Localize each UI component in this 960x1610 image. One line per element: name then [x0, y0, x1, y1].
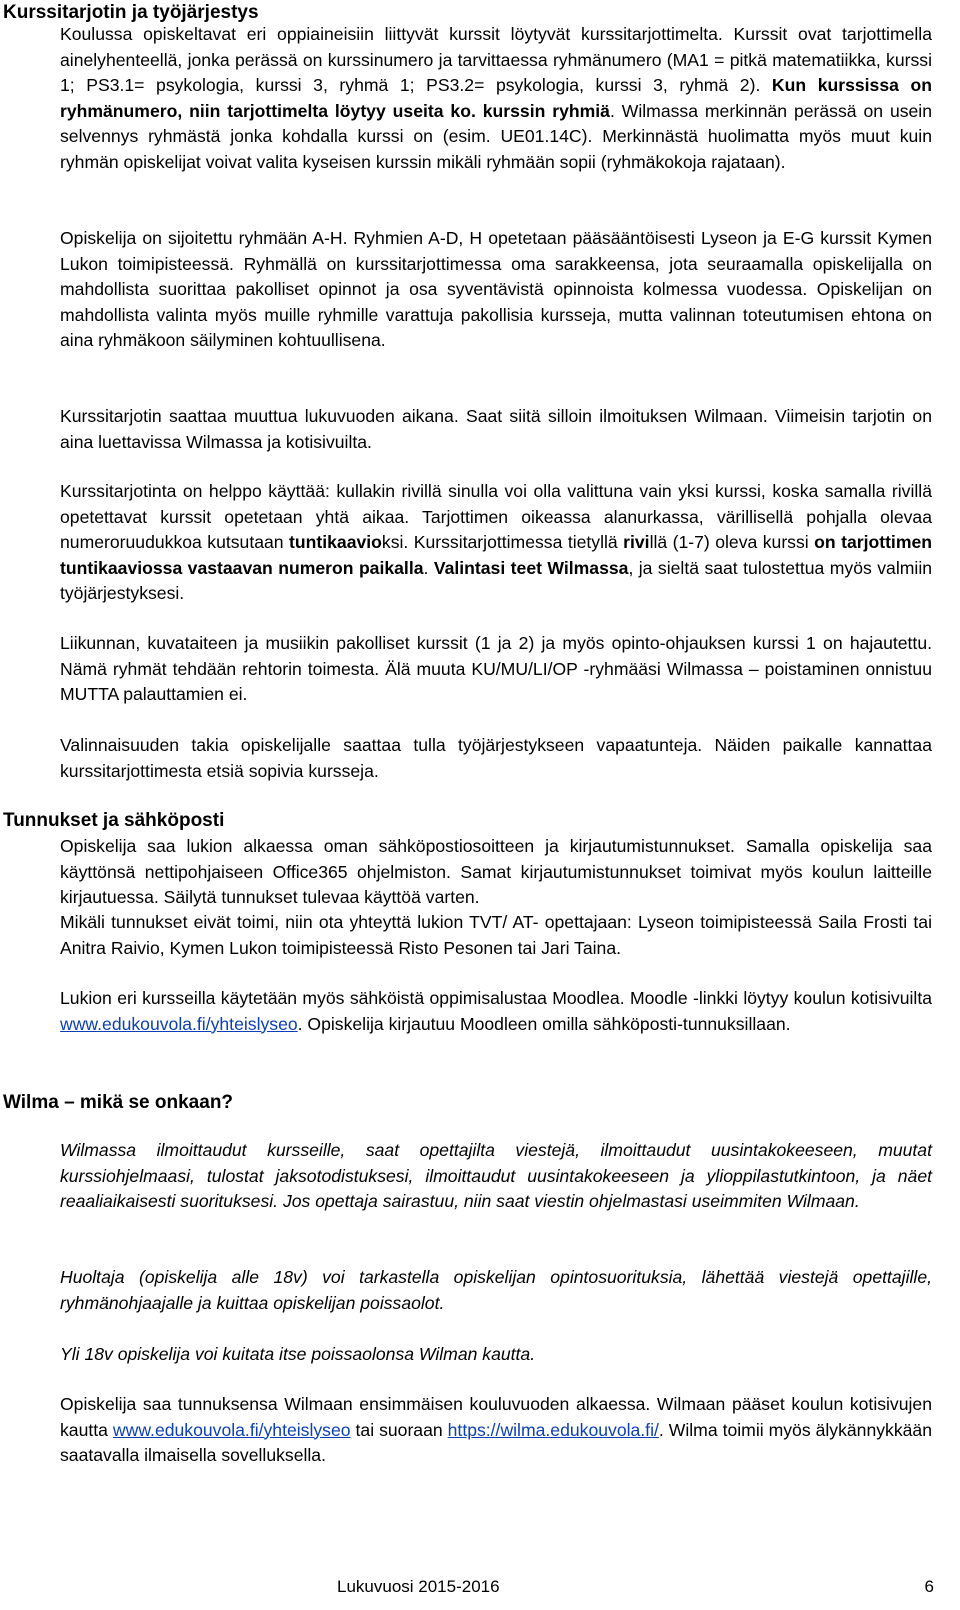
- text-run: . Wilmassa merkinnän perässä on usein selvennys ryhmästä jonka kohdalla kurssi on (esim. UE01.14C). Merkinnästä huolimatta myös muut kuin ryhmän opiskelijat voivat valita kyseisen kurssin mikäli ryhmään sopii (ryhmäkokoja rajataan).: [60, 100, 933, 172]
- text-run: Huoltaja (opiskelija alle 18v) voi tarkastella opiskelijan opintosuorituksia, lähettää viestejä opettajille, ryhmänohjaajalle ja kuittaa opiskelijan poissaolot.: [60, 1267, 932, 1313]
- web-link[interactable]: www.edukouvola.fi/yhteislyseo: [112, 1419, 351, 1440]
- paragraph: [60, 1265, 932, 1316]
- footer-school-year: Lukuvuosi 2015-2016: [337, 1577, 500, 1596]
- paragraph: [60, 631, 932, 708]
- text-run: Lukion eri kursseilla käytetään myös sähköistä oppimisalustaa Moodlea. Moodle -linkki löytyy koulun kotisivuilta: [60, 988, 932, 1008]
- paragraph: [60, 479, 932, 607]
- bold-text: rivi: [623, 532, 650, 552]
- text-run: tai suoraan: [350, 1419, 448, 1440]
- text-run: . Opiskelija kirjautuu Moodleen omilla sähköposti-tunnuksillaan.: [297, 1013, 791, 1034]
- paragraph: [60, 986, 932, 1037]
- text-run: .: [423, 557, 434, 578]
- text-run: Kurssitarjotinta on helppo käyttää: kullakin rivillä sinulla voi olla valittuna vain yksi kurssi, koska samalla rivillä opetettavat kurssit opetetaan yhtä aikaa. Tarjottimen oikeassa alanurkassa, värillisellä pohjalla olevaa numeroruudukkoa kutsutaan: [60, 481, 932, 552]
- text-run: Opiskelija on sijoitettu ryhmään A-H. Ryhmien A-D, H opetetaan pääsääntöisesti Lyseon ja E-G kurssit Kymen Lukon toimipisteessä. Ryhmällä on kurssitarjottimessa oma sarakkeensa, jota seuraamalla opiskelijalla on mahdollista suorittaa pakolliset opinnot ja osa syventävistä opinnoista kolmessa vuodessa. Opiskelijan on mahdollista valinta myös muille ryhmille varattuja pakollisia kursseja, mutta valinnan toteutumisen ehtona on aina ryhmäkoon säilyminen kohtuullisena.: [60, 228, 932, 350]
- text-run: llä (1-7) oleva kurssi: [649, 532, 815, 552]
- paragraph: [60, 910, 932, 961]
- page-number: 6: [924, 1577, 934, 1596]
- bold-text: Kun kurssissa on ryhmänumero, niin tarjottimelta löytyy useita ko. kurssin ryhmiä: [60, 75, 932, 121]
- text-run: Wilmassa ilmoittaudut kursseille, saat opettajilta viestejä, ilmoittaudut uusintakokeeseen, muutat kurssiohjelmaasi, tulostat jaksotodistuksesi, ilmoittaudut uusintakokeeseen ja ylioppilastutkintoon, ja näet reaaliaikaisesti suorituksesi. Jos opettaja sairastuu, niin saat viestin ohjelmastasi useimmiten Wilmaan.: [60, 1140, 932, 1211]
- text-run: Opiskelija saa tunnuksensa Wilmaan ensimmäisen kouluvuoden alkaessa. Wilmaan pääset koulun kotisivujen kautta: [60, 1394, 932, 1440]
- paragraph: [60, 22, 932, 175]
- web-link[interactable]: https://wilma.edukouvola.fi/: [447, 1419, 659, 1440]
- paragraph: [60, 226, 932, 354]
- paragraph: [60, 834, 932, 911]
- text-run: , ja sieltä saat tulostettua myös valmiin työjärjestyksesi.: [60, 557, 933, 603]
- text-run: . Wilma toimii myös älykännykkään saatavalla ilmaisella sovelluksella.: [60, 1419, 932, 1465]
- paragraph: [60, 1342, 932, 1368]
- bold-text: Valintasi teet Wilmassa: [433, 557, 629, 578]
- paragraph: [60, 1392, 932, 1469]
- paragraph: [60, 733, 932, 784]
- bold-text: on tarjottimen tuntikaaviossa vastaavan numeron paikalla: [60, 532, 932, 578]
- bold-text: tuntikaavio: [289, 532, 382, 552]
- text-run: Valinnaisuuden takia opiskelijalle saattaa tulla työjärjestykseen vapaatunteja. Näiden paikalle kannattaa kurssitarjottimesta etsiä sopivia kursseja.: [60, 735, 932, 781]
- text-run: Liikunnan, kuvataiteen ja musiikin pakolliset kurssit (1 ja 2) ja myös opinto-ohjauksen kurssi 1 on hajautettu. Nämä ryhmät tehdään rehtorin toimesta. Älä muuta KU/MU/LI/OP -ryhmääsi Wilmassa – poistaminen onnistuu MUTTA palauttamien ei.: [60, 633, 932, 704]
- text-run: ksi. Kurssitarjottimessa tietyllä: [381, 532, 624, 552]
- text-run: Koulussa opiskeltavat eri oppiaineisiin liittyvät kurssit löytyvät kurssitarjottimelta. Kurssit ovat tarjottimella ainelyhenteellä, jonka perässä on kurssinumero ja tarvittaessa ryhmänumero (MA1 = pitkä matematiikka, kurssi 1; PS3.1= psykologia, kurssi 3, ryhmä 1; PS3.2= psykologia, kurssi 3, ryhmä 2).: [60, 24, 932, 95]
- paragraph: [60, 1138, 932, 1215]
- text-run: Opiskelija saa lukion alkaessa oman sähköpostiosoitteen ja kirjautumistunnukset. Samalla opiskelija saa käyttönsä nettipohjaiseen Office365 ohjelmiston. Samat kirjautumistunnukset toimivat myös koulun laitteille kirjautuessa. Säilytä tunnukset tulevaa käyttöä varten.: [60, 836, 932, 907]
- text-run: Kurssitarjotin saattaa muuttua lukuvuoden aikana. Saat siitä silloin ilmoituksen Wilmaan. Viimeisin tarjotin on aina luettavissa Wilmassa ja kotisivuilta.: [60, 406, 932, 452]
- section-heading-wilma: Wilma – mikä se onkaan?: [3, 1092, 234, 1113]
- text-run: Mikäli tunnukset eivät toimi, niin ota yhteyttä lukion TVT/ AT- opettajaan: Lyseon toimipisteessä Saila Frosti tai Anitra Raivio, Kymen Lukon toimipisteessä Risto Pesonen tai Jari Taina.: [60, 912, 932, 958]
- section-heading-tunnukset: Tunnukset ja sähköposti: [3, 810, 225, 831]
- paragraph: [60, 404, 932, 455]
- section-heading-kurssitarjotin: Kurssitarjotin ja työjärjestys: [3, 2, 259, 23]
- text-run: Yli 18v opiskelija voi kuitata itse poissaolonsa Wilman kautta.: [60, 1344, 536, 1364]
- web-link[interactable]: www.edukouvola.fi/yhteislyseo: [60, 1013, 298, 1034]
